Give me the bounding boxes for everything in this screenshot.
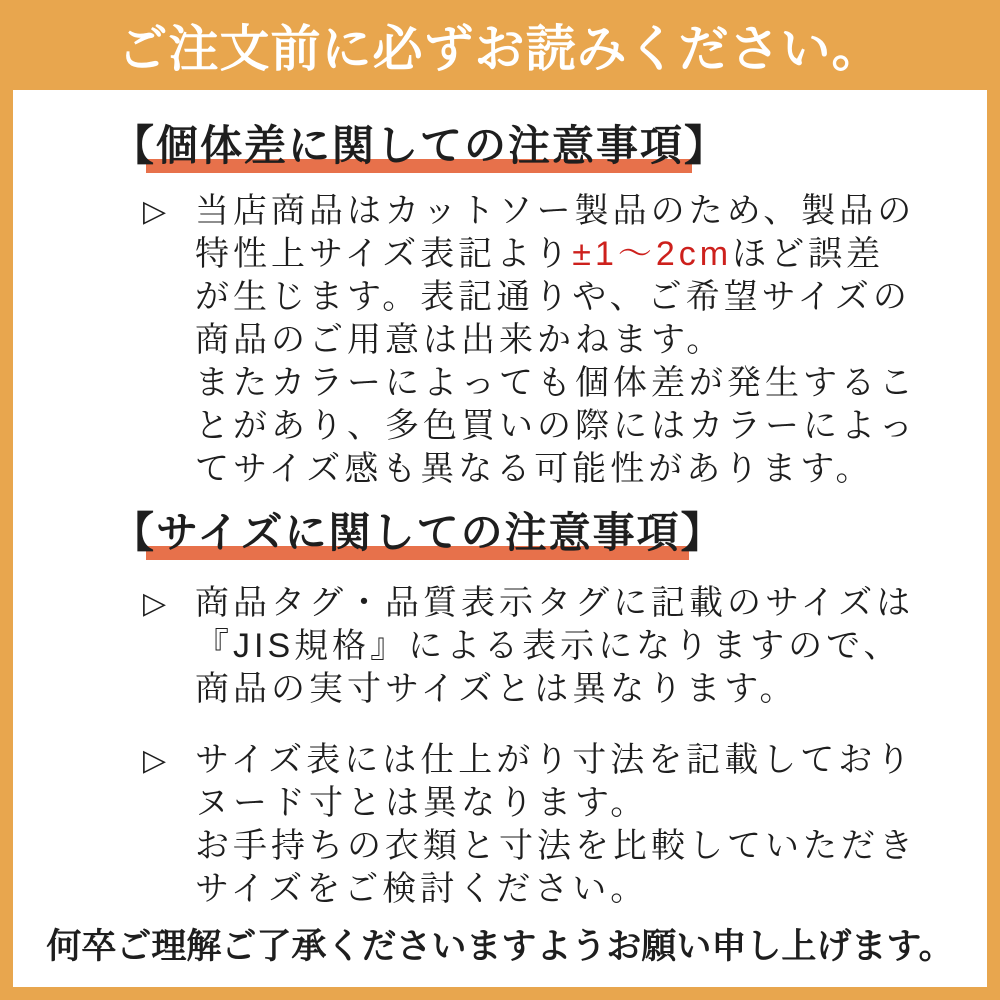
content-area [13, 90, 987, 987]
text-segment: 商品のご用意は出来かねます。 [195, 321, 725, 359]
footer-note: 何卒ご理解ご了承くださいますようお願い申し上げます。 [46, 927, 954, 966]
notice-line [195, 739, 917, 782]
heading-bracket-close: 】 [684, 122, 729, 169]
text-segment: 『JIS規格』による表示になりますので、 [195, 627, 902, 665]
section-heading [112, 510, 987, 556]
notice-line [195, 276, 917, 319]
heading-bracket-close: 】 [680, 509, 725, 556]
heading-text: 個体差に関しての注意事項 [156, 122, 685, 169]
text-segment: とがあり、多色買いの際にはカラーによっ [195, 407, 917, 445]
triangle-bullet-icon: ▷ [143, 744, 167, 777]
section-heading [112, 123, 987, 169]
heading-text: サイズに関しての注意事項 [156, 509, 681, 556]
text-segment: お手持ちの衣類と寸法を比較していただき [195, 827, 917, 865]
text-segment: てサイズ感も異なる可能性があります。 [195, 450, 874, 488]
notice-line [195, 362, 917, 405]
triangle-bullet-icon: ▷ [143, 195, 167, 228]
notice-line [195, 190, 917, 233]
notice-line [195, 868, 917, 911]
text-segment: が生じます。表記通りや、ご希望サイズの [195, 278, 911, 316]
notice-item [13, 739, 987, 911]
heading-bracket-open: 【 [112, 509, 157, 556]
notice-line [195, 782, 917, 825]
triangle-bullet-icon: ▷ [143, 587, 167, 620]
text-segment: 商品の実寸サイズとは異なります。 [195, 670, 798, 708]
notice-item [13, 582, 987, 711]
notice-line [195, 825, 917, 868]
text-segment: ヌード寸とは異なります。 [195, 784, 649, 822]
text-segment: サイズをご検討ください。 [195, 870, 649, 908]
notice-section [13, 123, 987, 491]
text-segment: 商品タグ・品質表示タグに記載のサイズは [195, 584, 915, 622]
page-title: ご注文前に必ずお読みください。 [117, 21, 883, 77]
accent-text: ±1〜2cm [572, 235, 733, 273]
text-segment: サイズ表には仕上がり寸法を記載しており [195, 741, 915, 779]
notice-line [195, 448, 917, 491]
notice-line [195, 668, 914, 711]
notice-line [195, 319, 917, 362]
header-banner [0, 0, 1000, 90]
notice-line [195, 233, 917, 276]
text-segment: 当店商品はカットソー製品のため、製品の [195, 192, 916, 230]
notice-text [195, 739, 917, 911]
text-segment: ほど誤差 [732, 235, 885, 273]
notice-line [195, 582, 914, 625]
notice-text [195, 190, 917, 491]
notice-item [13, 190, 987, 491]
notice-line [195, 405, 917, 448]
heading-bracket-open: 【 [112, 122, 157, 169]
notice-line [195, 625, 914, 668]
notice-text [195, 582, 914, 711]
sections-container [13, 123, 987, 911]
text-segment: またカラーによっても個体差が発生するこ [195, 364, 917, 402]
notice-section [13, 510, 987, 911]
text-segment: 特性上サイズ表記より [195, 235, 573, 273]
